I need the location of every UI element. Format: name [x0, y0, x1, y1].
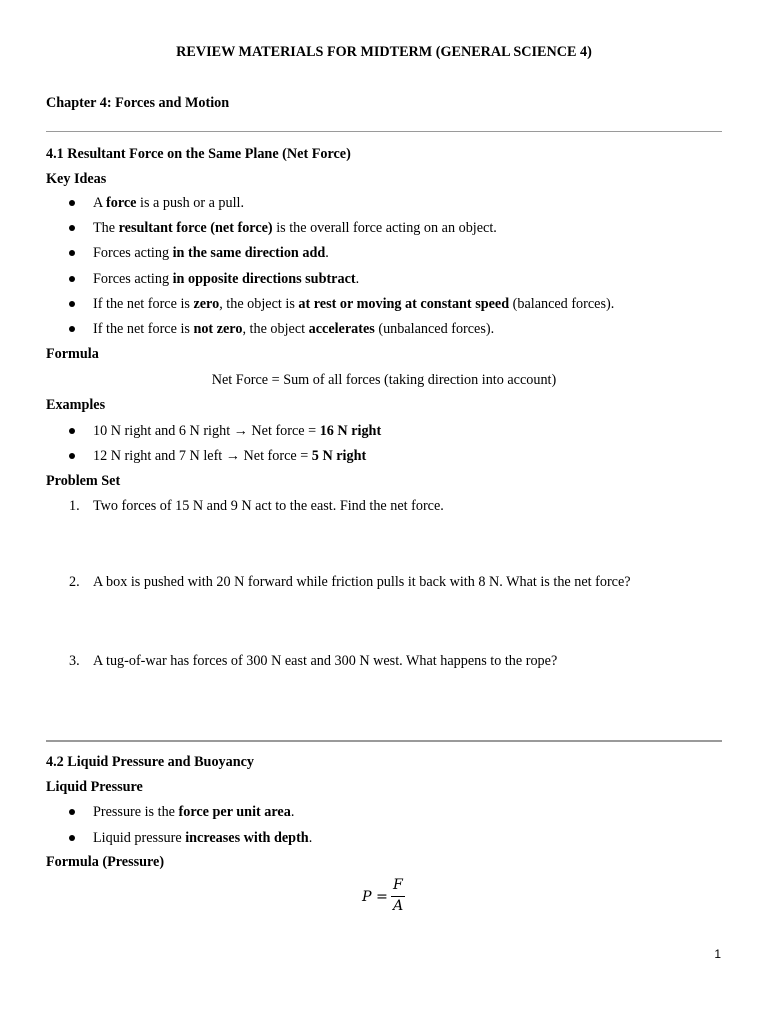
text: is a push or a pull. [136, 195, 245, 211]
bold-text: zero [193, 296, 220, 312]
formula-numerator: F [393, 877, 403, 893]
bold-text: increases with depth [185, 830, 309, 846]
bold-text: 5 N right [311, 448, 367, 464]
examples-label: Examples [46, 397, 106, 413]
bullet-icon [69, 326, 75, 332]
key-idea-item [93, 196, 244, 210]
text: A [93, 195, 107, 211]
pressure-formula-label: Formula (Pressure) [46, 854, 165, 870]
divider-2 [46, 740, 722, 742]
text: The [93, 220, 119, 236]
liquid-pressure-label: Liquid Pressure [46, 779, 143, 795]
bullet-icon [69, 225, 75, 231]
divider-1 [46, 131, 722, 132]
text: Liquid pressure [93, 830, 186, 846]
text: . [290, 804, 295, 820]
text: 10 N right and 6 N right → Net force = [93, 423, 320, 439]
problem-number: 1. [69, 498, 80, 514]
text: If the net force is [93, 321, 194, 337]
text: Pressure is the [93, 804, 179, 820]
bullet-icon [69, 835, 75, 841]
problem-text: Two forces of 15 N and 9 N act to the east. Find the net force. [93, 498, 444, 514]
bullet-icon [69, 301, 75, 307]
document-title: REVIEW MATERIALS FOR MIDTERM (GENERAL SCIENCE 4) [176, 44, 592, 60]
bullet-icon [69, 453, 75, 459]
section-1-heading: 4.1 Resultant Force on the Same Plane (Net Force) [46, 146, 351, 162]
example-item [93, 449, 366, 463]
formula-equals: = [376, 889, 388, 905]
key-idea-item [93, 246, 329, 260]
problem-number: 2. [69, 574, 80, 590]
formula-label: Formula [46, 346, 99, 362]
problem-text: A box is pushed with 20 N forward while friction pulls it back with 8 N. What is the net force? [93, 574, 631, 590]
text: (unbalanced forces). [374, 321, 495, 337]
text: . [325, 245, 329, 261]
text: . [308, 830, 313, 846]
text: If the net force is [93, 296, 194, 312]
text: (balanced forces). [509, 296, 615, 312]
bold-text: not zero [193, 321, 243, 337]
example-item [93, 424, 381, 438]
bullet-icon [69, 250, 75, 256]
problem-set-label: Problem Set [46, 473, 121, 489]
bold-text: 16 N right [319, 423, 382, 439]
pressure-formula [362, 878, 422, 918]
bold-text: accelerates [308, 321, 375, 337]
fraction-bar [391, 896, 405, 897]
key-idea-item [93, 221, 497, 235]
pressure-point [93, 805, 294, 819]
bold-text: in the same direction add [172, 245, 326, 261]
bullet-icon [69, 276, 75, 282]
key-idea-item [93, 322, 494, 336]
text: . [355, 271, 360, 287]
bullet-icon [69, 428, 75, 434]
formula-denominator: A [393, 898, 404, 914]
text: is the overall force acting on an object. [272, 220, 497, 236]
text: 12 N right and 7 N left → Net force = [93, 448, 312, 464]
bullet-icon [69, 200, 75, 206]
bullet-icon [69, 809, 75, 815]
key-ideas-label: Key Ideas [46, 171, 107, 187]
pressure-point [93, 831, 312, 845]
text: , the object is [219, 296, 299, 312]
bold-text: resultant force (net force) [118, 220, 273, 236]
key-idea-item [93, 272, 359, 286]
bold-text: force per unit area [178, 804, 291, 820]
text: Forces acting [93, 271, 173, 287]
section-2-heading: 4.2 Liquid Pressure and Buoyancy [46, 754, 255, 770]
formula-lhs: P [362, 889, 372, 905]
bold-text: in opposite directions subtract [172, 271, 356, 287]
text: , the object [242, 321, 309, 337]
problem-text: A tug-of-war has forces of 300 N east and 300 N west. What happens to the rope? [93, 653, 558, 669]
text: Forces acting [93, 245, 173, 261]
chapter-heading: Chapter 4: Forces and Motion [46, 95, 230, 111]
page-number: 1 [714, 947, 721, 961]
key-idea-item [93, 297, 614, 311]
bold-text: force [106, 195, 137, 211]
problem-number: 3. [69, 653, 80, 669]
net-force-formula: Net Force = Sum of all forces (taking direction into account) [211, 372, 557, 388]
bold-text: at rest or moving at constant speed [298, 296, 510, 312]
